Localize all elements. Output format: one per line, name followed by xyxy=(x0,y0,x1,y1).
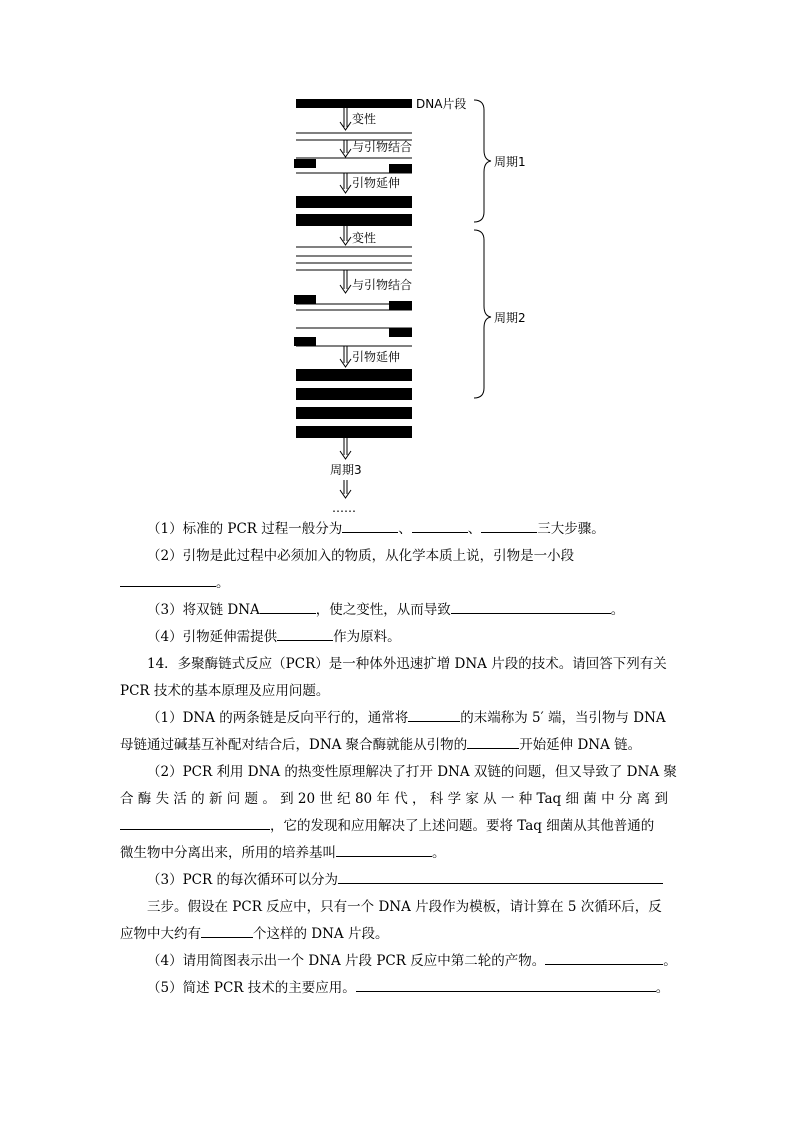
question-text: （5）简述 PCR 技术的主要应用。 xyxy=(147,980,356,996)
answer-blank[interactable] xyxy=(408,706,460,722)
answer-blank[interactable] xyxy=(338,868,663,884)
primer-block xyxy=(389,164,412,173)
arrow-anneal-1 xyxy=(340,140,351,157)
question-14-title-cont xyxy=(120,678,675,705)
question-14-3-cont xyxy=(120,921,675,948)
question-14-1 xyxy=(120,705,675,732)
question-14-title xyxy=(120,651,675,678)
denature-label-2: 变性 xyxy=(352,231,377,245)
answer-blank[interactable] xyxy=(412,517,468,533)
answer-blank[interactable] xyxy=(201,922,253,938)
double-strand-bar xyxy=(296,196,412,208)
question-text: 微生物中分离出来，所用的培养基叫 xyxy=(120,845,336,861)
answer-blank[interactable] xyxy=(545,949,663,965)
answer-blank[interactable] xyxy=(342,517,398,533)
question-14-5 xyxy=(120,975,675,1002)
question-text: （3）PCR 的每次循环可以分为 xyxy=(147,872,338,888)
pcr-cycle-diagram xyxy=(0,0,794,520)
double-strand-bar xyxy=(296,388,412,400)
arrow-extend-1 xyxy=(340,173,351,193)
question-text: 。 xyxy=(610,602,625,618)
arrow-continue xyxy=(340,480,351,498)
question-text: 个这样的 DNA 片段。 xyxy=(253,926,389,942)
cycle1-brace xyxy=(474,100,491,222)
extend-label-2: 引物延伸 xyxy=(352,350,401,364)
cycle2-label: 周期2 xyxy=(494,311,526,325)
question-3 xyxy=(120,597,675,624)
primer-block xyxy=(294,337,316,346)
answer-blank[interactable] xyxy=(356,976,656,992)
question-text: （4）引物延伸需提供 xyxy=(147,629,278,645)
extend-label-1: 引物延伸 xyxy=(352,176,401,190)
arrow-extend-2 xyxy=(340,346,351,367)
question-1 xyxy=(120,516,675,543)
question-14-2-cont xyxy=(120,813,675,840)
question-2 xyxy=(120,543,675,570)
denature-label-1: 变性 xyxy=(352,112,377,126)
answer-blank[interactable] xyxy=(467,733,519,749)
question-text: ，使之变性，从而导致 xyxy=(315,602,451,618)
double-strand-bar xyxy=(296,407,412,419)
question-text: 、 xyxy=(467,521,482,537)
question-text: 三步。假设在 PCR 反应中，只有一个 DNA 片段作为模板，请计算在 5 次循环后，反 xyxy=(147,899,662,915)
question-text: （2）PCR 利用 DNA 的热变性原理解决了打开 DNA 双链的问题，但又导致了 DNA 聚 xyxy=(147,764,677,780)
double-strand-bar xyxy=(296,369,412,381)
arrow-denature-2 xyxy=(340,226,351,245)
question-text: ，它的发现和应用解决了上述问题。要将 Taq 细菌从其他普通的 xyxy=(270,818,655,834)
answer-blank[interactable] xyxy=(260,598,316,614)
answer-blank[interactable] xyxy=(336,841,432,857)
answer-blank[interactable] xyxy=(120,814,270,830)
question-14-2-cont xyxy=(120,786,675,813)
double-strand-bar xyxy=(296,426,412,438)
question-text: 。 xyxy=(216,575,230,591)
ellipsis: …… xyxy=(332,501,356,515)
dna-fragment-label: DNA片段 xyxy=(416,97,467,111)
primer-block xyxy=(294,159,316,168)
answer-blank[interactable] xyxy=(277,625,333,641)
questions-block xyxy=(120,516,675,1002)
answer-blank[interactable] xyxy=(120,571,216,587)
question-text: （3）将双链 DNA xyxy=(147,602,260,618)
question-text: 母链通过碱基互补配对结合后，DNA 聚合酶就能从引物的 xyxy=(120,737,468,753)
question-14-4 xyxy=(120,948,675,975)
question-14-2 xyxy=(120,759,675,786)
cycle2-brace xyxy=(474,230,491,398)
question-text: 。 xyxy=(432,845,446,861)
question-text: （1）DNA 的两条链是反向平行的，通常将 xyxy=(147,710,409,726)
question-text: 三大步骤。 xyxy=(537,521,605,537)
question-14-1-cont xyxy=(120,732,675,759)
answer-blank[interactable] xyxy=(451,598,611,614)
question-text: （2）引物是此过程中必须加入的物质，从化学本质上说，引物是一小段 xyxy=(147,548,575,564)
question-text: （4）请用简图表示出一个 DNA 片段 PCR 反应中第二轮的产物。 xyxy=(147,953,546,969)
question-text: PCR 技术的基本原理及应用问题。 xyxy=(120,683,330,699)
anneal-label-2: 与引物结合 xyxy=(352,278,413,292)
arrow-cycle3 xyxy=(340,438,351,459)
question-text: 。 xyxy=(663,953,677,969)
question-2-cont xyxy=(120,570,675,597)
double-strand-bar xyxy=(296,214,412,226)
question-text: 、 xyxy=(398,521,412,537)
primer-block xyxy=(294,295,316,304)
question-4 xyxy=(120,624,675,651)
anneal-label-1: 与引物结合 xyxy=(352,140,413,154)
question-14-3-cont xyxy=(120,894,675,921)
question-text: 应物中大约有 xyxy=(120,926,201,942)
question-text: 作为原料。 xyxy=(333,629,401,645)
question-text: （1）标准的 PCR 过程一般分为 xyxy=(147,521,343,537)
cycle1-label: 周期1 xyxy=(494,155,526,169)
primer-block xyxy=(389,301,412,310)
answer-blank[interactable] xyxy=(481,517,537,533)
question-text: 的末端称为 5′ 端，当引物与 DNA xyxy=(460,710,666,726)
question-14-3 xyxy=(120,867,675,894)
question-text: 14．多聚酶链式反应（PCR）是一种体外迅速扩增 DNA 片段的技术。请回答下列有关 xyxy=(147,656,667,672)
dna-fragment-bar xyxy=(296,99,412,108)
arrow-anneal-2 xyxy=(340,270,351,293)
arrow-denature-1 xyxy=(340,108,351,130)
question-14-2-cont xyxy=(120,840,675,867)
primer-block xyxy=(389,328,412,337)
question-text: 。 xyxy=(655,980,670,996)
cycle3-label: 周期3 xyxy=(330,463,362,477)
question-text: 开始延伸 DNA 链。 xyxy=(519,737,642,753)
question-text: 合 酶 失 活 的 新 问 题 。 到 20 世 纪 80 年 代 ， 科 学 家 从 一 种 Taq 细 菌 中 分 离 到 xyxy=(120,791,668,807)
